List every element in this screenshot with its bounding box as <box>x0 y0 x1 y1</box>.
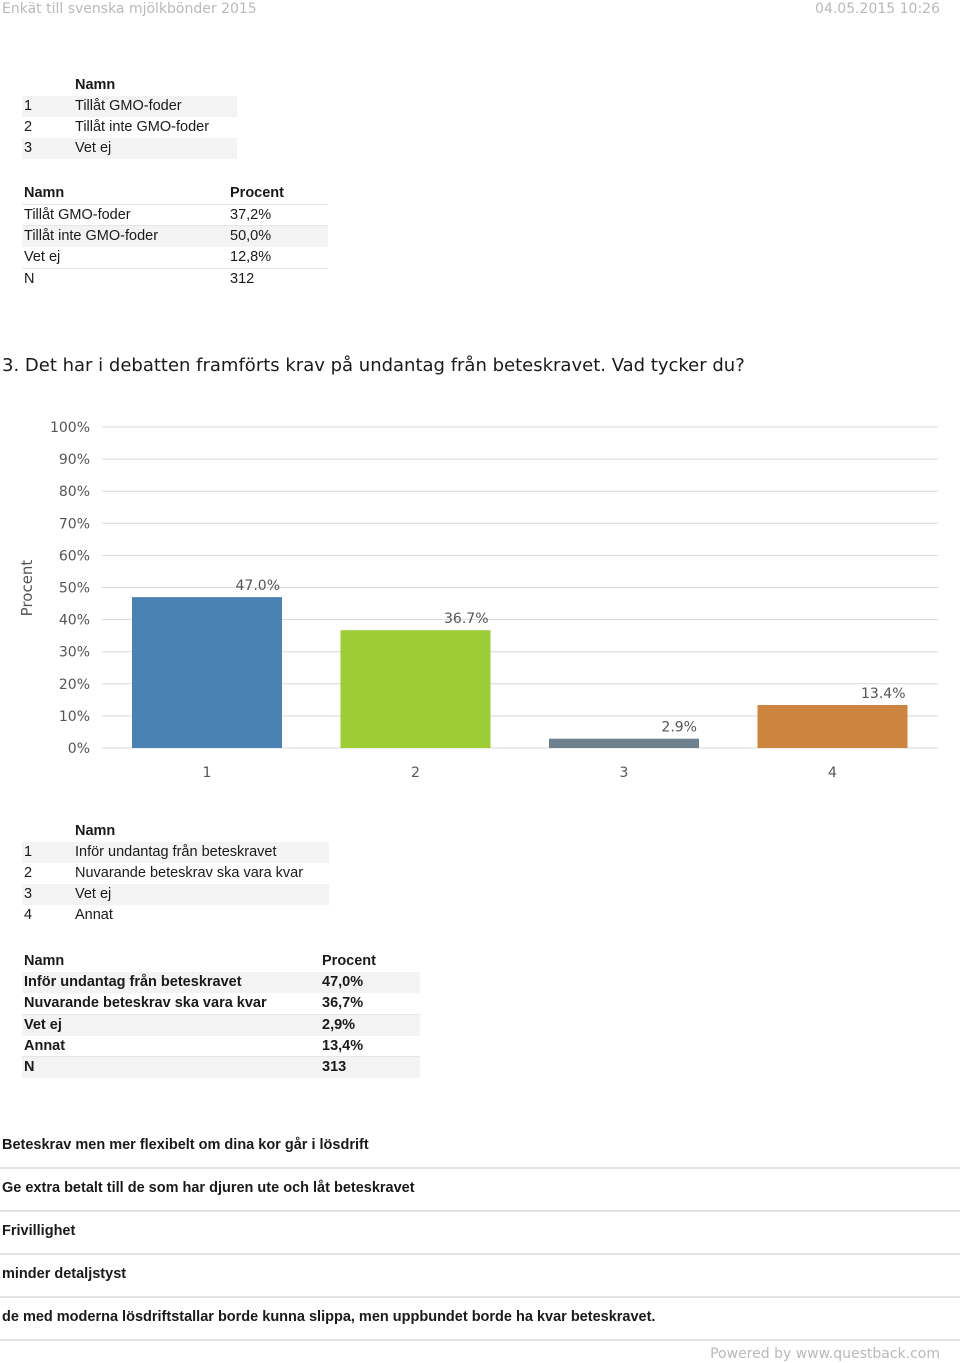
bar <box>132 597 282 748</box>
stats-name: Vet ej <box>24 249 61 265</box>
stats-row <box>22 972 420 993</box>
stats-header-row <box>22 951 420 972</box>
legend-label: Inför undantag från beteskravet <box>75 844 277 860</box>
stats-name: Nuvarande beteskrav ska vara kvar <box>24 995 267 1011</box>
y-tick-label: 0% <box>67 741 90 757</box>
bar <box>758 705 908 748</box>
stats-percent: 13,4% <box>322 1037 364 1054</box>
legend-num: 4 <box>24 907 33 923</box>
comment-item: Ge extra betalt till de som har djuren ute och låt beteskravet <box>0 1171 960 1212</box>
stats-name: Vet ej <box>24 1016 62 1033</box>
y-tick-label: 50% <box>58 580 90 597</box>
x-tick-label: 4 <box>828 765 837 781</box>
report-datetime: 04.05.2015 10:26 <box>815 1 940 17</box>
legend-label: Vet ej <box>75 140 112 156</box>
stats-name: Tillåt GMO-foder <box>24 206 131 223</box>
x-tick-label: 2 <box>411 765 420 781</box>
comment-item: Beteskrav men mer flexibelt om dina kor går i lösdrift <box>0 1128 960 1169</box>
y-tick-label: 40% <box>58 612 90 629</box>
y-tick-label: 10% <box>58 708 90 725</box>
legend-label: Annat <box>75 907 113 923</box>
legend-row <box>22 138 237 159</box>
bar-value-label: 13.4% <box>861 685 906 702</box>
bar <box>341 630 491 748</box>
y-tick-label: 20% <box>58 676 90 693</box>
legend-row <box>22 884 329 905</box>
legend-num: 3 <box>24 140 33 156</box>
comment-item: de med moderna lösdriftstallar borde kunna slippa, men uppbundet borde ha kvar beteskravet. <box>0 1300 960 1341</box>
legend-row <box>22 905 329 926</box>
legend-table-q3 <box>22 821 329 926</box>
stats-percent: 2,9% <box>322 1016 356 1033</box>
stats-name: Tillåt inte GMO-foder <box>24 228 159 244</box>
x-tick-label: 3 <box>619 765 629 781</box>
comment-item: minder detaljstyst <box>0 1257 960 1298</box>
x-tick-label: 1 <box>202 765 212 781</box>
stats-row <box>22 226 328 247</box>
stats-row-n <box>22 1057 420 1078</box>
legend-col-name: Namn <box>75 77 116 93</box>
stats-col-percent: Procent <box>322 953 376 969</box>
legend-num: 1 <box>24 844 33 860</box>
bar-value-label: 2.9% <box>661 719 697 736</box>
stats-name: Annat <box>24 1037 66 1054</box>
stats-percent: 50,0% <box>230 228 272 244</box>
legend-num: 2 <box>24 865 33 881</box>
stats-percent: 313 <box>322 1059 347 1075</box>
stats-row <box>22 247 328 269</box>
legend-label: Vet ej <box>75 886 112 902</box>
legend-row <box>22 96 237 117</box>
stats-percent: 37,2% <box>230 206 272 223</box>
stats-row <box>22 205 328 227</box>
stats-col-name: Namn <box>24 953 65 969</box>
comment-item: Frivillighet <box>0 1214 960 1255</box>
legend-table-q2 <box>22 75 237 159</box>
stats-row-n <box>22 269 328 290</box>
y-tick-label: 90% <box>58 452 90 469</box>
y-tick-label: 70% <box>58 516 90 533</box>
stats-percent: 312 <box>230 270 255 287</box>
legend-row <box>22 863 329 884</box>
stats-name: N <box>24 270 35 287</box>
legend-label: Nuvarande beteskrav ska vara kvar <box>75 865 304 881</box>
y-tick-label: 30% <box>58 644 90 661</box>
y-axis-label: Procent <box>18 559 36 617</box>
legend-num: 3 <box>24 886 33 902</box>
stats-col-percent: Procent <box>230 185 284 201</box>
stats-percent: 12,8% <box>230 249 272 265</box>
stats-row <box>22 993 420 1015</box>
legend-col-name: Namn <box>75 823 116 839</box>
stats-percent: 47,0% <box>322 974 364 990</box>
stats-row <box>22 1015 420 1036</box>
stats-col-name: Namn <box>24 185 65 201</box>
comment-list <box>0 1128 960 1343</box>
stats-name: N <box>24 1059 35 1075</box>
stats-header-row <box>22 183 328 205</box>
stats-table-q3 <box>22 951 420 1078</box>
stats-percent: 36,7% <box>322 995 364 1011</box>
legend-row <box>22 117 237 138</box>
y-tick-label: 80% <box>58 484 90 501</box>
bar-value-label: 47.0% <box>235 578 280 595</box>
stats-name: Inför undantag från beteskravet <box>24 974 242 990</box>
y-tick-label: 100% <box>49 420 90 436</box>
legend-num: 1 <box>24 98 33 114</box>
question-title: 3. Det har i debatten framförts krav på undantag från beteskravet. Vad tycker du? <box>2 355 745 376</box>
bar-chart <box>0 400 960 800</box>
legend-label: Tillåt inte GMO-foder <box>75 119 210 135</box>
legend-num: 2 <box>24 119 33 135</box>
legend-header-row <box>22 75 237 96</box>
bar-value-label: 36.7% <box>444 611 489 628</box>
survey-title: Enkät till svenska mjölkbönder 2015 <box>2 1 257 17</box>
stats-row <box>22 1036 420 1058</box>
legend-row <box>22 842 329 863</box>
powered-by: Powered by www.questback.com <box>710 1346 940 1362</box>
bar <box>549 739 699 748</box>
legend-header-row <box>22 821 329 842</box>
legend-label: Tillåt GMO-foder <box>75 98 182 114</box>
y-tick-label: 60% <box>58 548 90 565</box>
stats-table-q2 <box>22 183 328 290</box>
